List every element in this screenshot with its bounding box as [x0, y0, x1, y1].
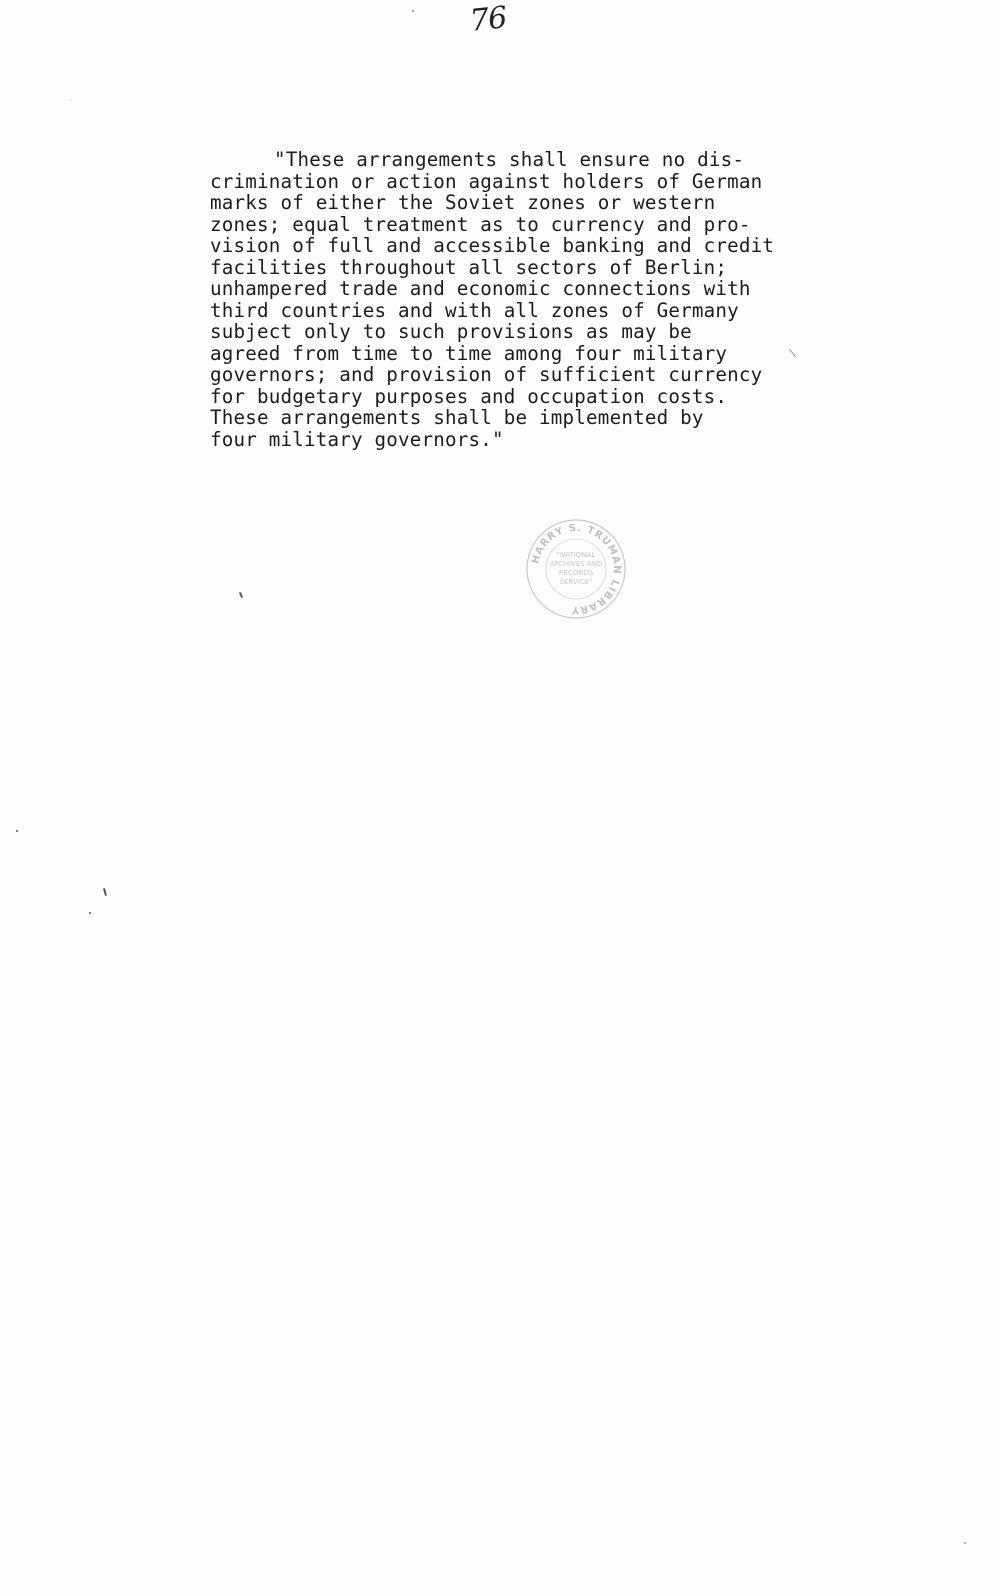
seal-line: ARCHIVES AND — [549, 560, 603, 568]
text-line: subject only to such provisions as may be — [210, 320, 692, 343]
seal-outer-text: HARRY S. TRUMAN LIBRARY — [530, 522, 623, 616]
text-line: crimination or action against holders of German — [210, 169, 763, 193]
text-line: third countries and with all zones of Germany — [210, 298, 739, 322]
seal-line: SERVICE" — [559, 578, 593, 586]
text-line: These arrangements shall be implemented by — [210, 406, 704, 429]
text-line: four military governors." — [210, 427, 504, 451]
text-line: marks of either the Soviet zones or western — [210, 191, 716, 214]
scan-speck — [70, 100, 71, 101]
library-seal-stamp — [524, 517, 628, 621]
text-line: for budgetary purposes and occupation costs. — [210, 384, 728, 408]
text-line: agreed from time to time among four military — [210, 341, 728, 365]
typed-paragraph — [210, 149, 830, 450]
scan-speck — [964, 1542, 966, 1544]
seal-line: "NATIONAL — [556, 551, 596, 559]
text-line: facilities throughout all sectors of Berlin; — [210, 255, 728, 279]
scan-speck — [89, 912, 91, 914]
handwritten-page-number: 76 — [468, 0, 508, 39]
scan-speck — [412, 10, 414, 12]
scan-speck — [103, 888, 107, 896]
scan-speck — [16, 830, 18, 832]
text-line: zones; equal treatment as to currency and pro- — [210, 212, 751, 236]
text-line: vision of full and accessible banking and credit — [210, 234, 775, 257]
seal-line: RECORDS — [558, 569, 594, 577]
text-line: governors; and provision of sufficient currency — [210, 363, 763, 386]
text-line: unhampered trade and economic connections with — [210, 277, 751, 300]
scan-speck — [239, 592, 243, 598]
text-line: "These arrangements shall ensure no dis- — [274, 148, 745, 171]
